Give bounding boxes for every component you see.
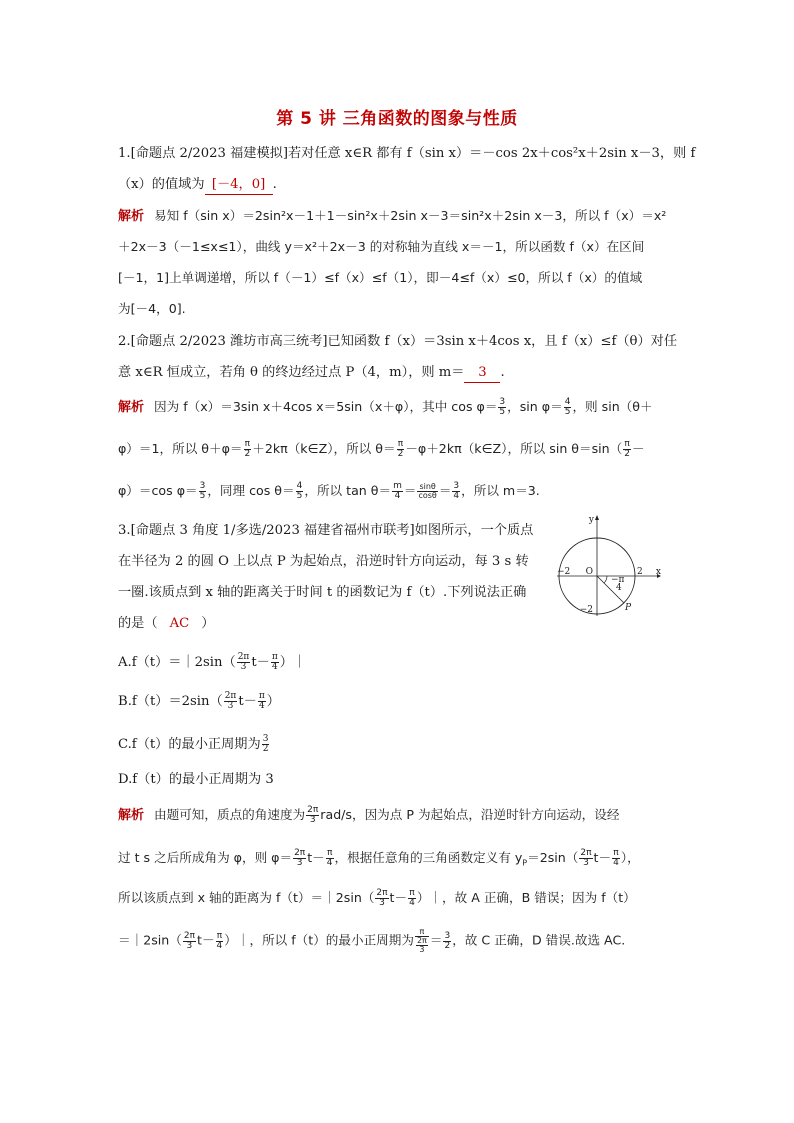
x-label: x — [655, 567, 661, 577]
page-title: 第 5 讲 三角函数的图象与性质 — [276, 109, 518, 129]
q3-line3: 一圈.该质点到 x 轴的距离关于时间 t 的函数记为 f（t）.下列说法正确 — [118, 585, 527, 600]
q1-solution-line2: ＋2x－3（－1≤x≤1），曲线 y＝x²＋2x－3 的对称轴为直线 x＝－1，所以函数 f（x）在区间 — [118, 239, 645, 254]
q1-solution-line4: 为[－4，0]. — [118, 301, 186, 316]
q2-solution-line3: φ）＝cos φ＝ $\frac{3}{5}$ ，同理 cos θ＝ $\frac{4}{5}$ ，所以 tan θ＝ $\frac{m}{4}$ ＝ $\frac{\sin\theta}{\cos\theta}$ ＝ $\frac{3}{4}$ ，所以 m＝3. — [118, 481, 540, 501]
q3-solution-line2: 过 t s 之后所成角为 φ，则 φ＝ $\frac{2\pi}{3}$ t－ $\frac{\pi}{4}$ ，根据任意角的三角函数定义有 $y_P=2\sin$（ $\frac{2\pi}{3}$ t－ $\frac{\pi}{4}$ ）， — [118, 848, 640, 868]
solution-label: 解析 — [118, 808, 145, 823]
q2-answer: 3 — [464, 364, 500, 383]
q3-solution-line1: 解析 由题可知，质点的角速度为 $\frac{2\pi}{3}$ rad/s，因为点 P 为起始点，沿逆时针方向运动，设经 — [118, 805, 620, 825]
q1-answer: [－4，0] — [205, 176, 273, 195]
q2-line2: 意 x∈R 恒成立，若角 θ 的终边经过点 P（4，m），则 m＝ 3 . — [118, 364, 505, 383]
q3-line2: 在半径为 2 的圆 O 上以点 P 为起始点，沿逆时针方向运动，每 3 s 转 — [118, 554, 529, 569]
q3-answer: AC — [169, 616, 190, 631]
solution-label: 解析 — [118, 209, 145, 224]
angle-arc — [604, 576, 607, 583]
two-right-label: 2 — [637, 567, 643, 577]
q3-line1: 3.[命题点 3 角度 1/多选/2023 福建省福州市联考]如图所示，一个质点 — [118, 523, 534, 538]
q3-option-a: A.f（t）＝｜2sin（ $\frac{2\pi}{3}$ t－ $\frac{\pi}{4}$ ）｜ — [118, 652, 307, 672]
circle-diagram — [553, 512, 663, 620]
q3-solution-line4: ＝｜2sin（ $\frac{2\pi}{3}$ t－ $\frac{\pi}{4}$ ）｜，所以 f（t）的最小正周期为 $\frac{\pi}{\frac{2\pi}{3}}$ ＝ $\frac{3}{2}$ ，故 C 正确，D 错误.故选 AC. — [118, 927, 626, 954]
q3-line4: 的是（ AC ） — [118, 616, 215, 631]
q3-solution-line3: 所以该质点到 x 轴的距离为 f（t）＝｜2sin（ $\frac{2\pi}{3}$ t－ $\frac{\pi}{4}$ ）｜，故 A 正确，B 错误；因为 f（t） — [118, 888, 636, 908]
q3-option-d: D.f（t）的最小正周期为 3 — [118, 772, 274, 787]
q2-line1: 2.[命题点 2/2023 潍坊市高三统考]已知函数 f（x）＝3sin x＋4cos x，且 f（x）≤f（θ）对任 — [118, 334, 678, 349]
angle-label: −π — [611, 575, 625, 585]
q1-solution-line1: 解析 易知 f（sin x）＝2sin²x－1＋1－sin²x＋2sin x－3＝sin²x＋2sin x－3，所以 f（x）＝x² — [118, 208, 667, 224]
q3-option-b: B.f（t）＝2sin（ $\frac{2\pi}{3}$ t－ $\frac{\pi}{4}$ ） — [118, 691, 280, 711]
q3-option-c: C.f（t）的最小正周期为 $\frac{3}{2}$ — [118, 734, 269, 754]
solution-label: 解析 — [118, 400, 145, 415]
p-label: P — [625, 603, 632, 613]
y-label: y — [588, 515, 594, 525]
q1-solution-line3: [－1，1]上单调递增，所以 f（－1）≤f（x）≤f（1），即－4≤f（x）≤0，所以 f（x）的值域 — [118, 270, 643, 285]
neg2-bottom-label: −2 — [579, 605, 593, 615]
q2-solution-line2: φ）＝1，所以 θ＋φ＝ $\frac{\pi}{2}$ ＋2kπ（k∈Z），所以 θ＝ $\frac{\pi}{2}$ －φ＋2kπ（k∈Z），所以 sin θ＝sin（ $\frac{\pi}{2}$ － — [118, 439, 645, 459]
neg2-left-label: −2 — [557, 567, 571, 577]
q2-solution-line1: 解析 因为 f（x）＝3sin x＋4cos x＝5sin（x＋φ），其中 cos φ＝ $\frac{3}{5}$ ，sin φ＝ $\frac{4}{5}$ ，则 sin（θ＋ — [118, 397, 653, 417]
q1-line2: （x）的值域为 [－4，0] . — [118, 176, 277, 195]
origin-label: O — [585, 567, 593, 577]
q1-line1: 1.[命题点 2/2023 福建模拟]若对任意 x∈R 都有 f（sin x）＝－cos 2x＋cos²x＋2sin x－3，则 f — [118, 146, 696, 161]
angle-denominator: 4 — [616, 583, 622, 593]
y-axis-arrow — [595, 515, 599, 520]
